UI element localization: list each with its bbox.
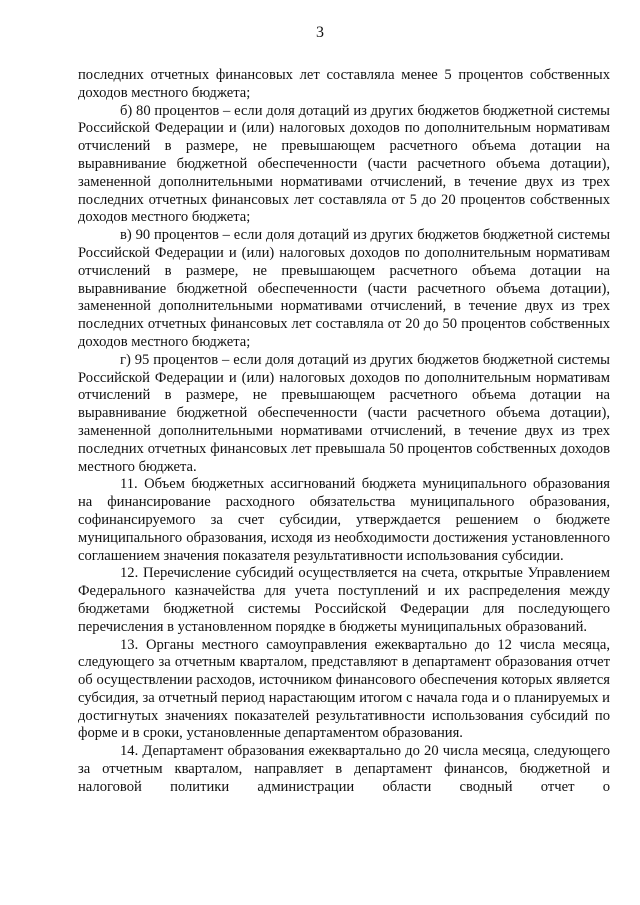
paragraph-item-v: в) 90 процентов – если доля дотаций из других бюджетов бюджетной системы Российской Федерации и (или) налоговых доходов по дополнительным нормативам отчислений в размере, не превышающем расчетного объема дотации на выравнивание бюджетной обеспеченности (части расчетного объема дотации), замененной дополнительными нормативами отчислений, в течение двух из трех последних отчетных финансовых лет составляла от 20 до 50 процентов собственных доходов местного бюджета; <box>78 227 610 350</box>
paragraph-14: 14. Департамент образования ежеквартально до 20 числа месяца, следующего за отчетным кварталом, направляет в департамент финансов, бюджетной и налоговой политики администрации области сводный отчет о <box>78 743 610 795</box>
paragraph-12: 12. Перечисление субсидий осуществляется на счета, открытые Управлением Федерального казначейства для учета поступлений и их распределения между бюджетами бюджетной системы Российской Федерации для последующего перечисления в установленном порядке в бюджеты муниципальных образований. <box>78 565 610 635</box>
paragraph-item-g: г) 95 процентов – если доля дотаций из других бюджетов бюджетной системы Российской Федерации и (или) налоговых доходов по дополнительным нормативам отчислений в размере, не превышающем расчетного объема дотации на выравнивание бюджетной обеспеченности (части расчетного объема дотации), замененной дополнительными нормативами отчислений, в течение двух из трех последних отчетных финансовых лет превышала 50 процентов собственных доходов местного бюджета. <box>78 351 610 475</box>
paragraph-13: 13. Органы местного самоуправления ежеквартально до 12 числа месяца, следующего за отчетным кварталом, представляют в департамент образования отчет об осуществлении расходов, источником финансового обеспечения которых является субсидия, за отчетный период нарастающим итогом с начала года и о планируемых и достигнутых значениях показателей результативности использования субсидий по форме и в сроки, установленные департаментом образования. <box>78 636 610 742</box>
paragraph-continuation: последних отчетных финансовых лет составляла менее 5 процентов собственных доходов местного бюджета; <box>78 67 610 101</box>
paragraph-item-b: б) 80 процентов – если доля дотаций из других бюджетов бюджетной системы Российской Федерации и (или) налоговых доходов по дополнительным нормативам отчислений в размере, не превышающем расчетного объема дотации на выравнивание бюджетной обеспеченности (части расчетного объема дотации), замененной дополнительными нормативами отчислений, в течение двух из трех последних отчетных финансовых лет составляла от 5 до 20 процентов собственных доходов местного бюджета; <box>78 102 610 226</box>
document-body <box>78 67 610 797</box>
page-number: 3 <box>316 24 324 41</box>
paragraph-11: 11. Объем бюджетных ассигнований бюджета муниципального образования на финансирование расходного обязательства муниципального образования, софинансируемого за счет субсидии, утверждается решением о бюджете муниципального образования, исходя из необходимости достижения установленного соглашением значения показателя результативности использования субсидии. <box>78 476 610 564</box>
